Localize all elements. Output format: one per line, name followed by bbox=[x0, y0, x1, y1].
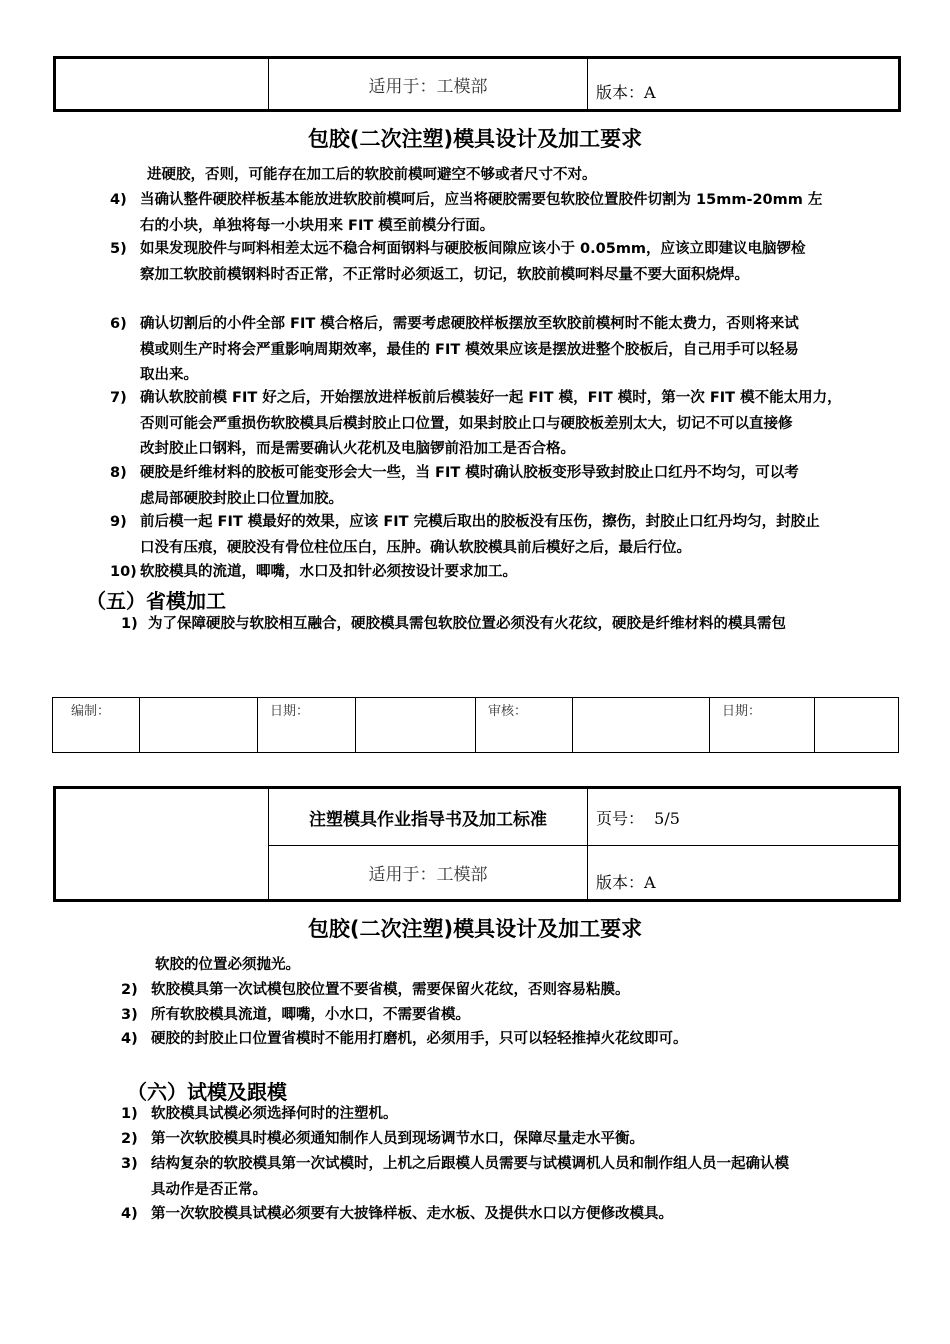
page1-item-line: 前后模一起 FIT 模最好的效果，应该 FIT 完模后取出的胶板没有压伤，擦伤，封胶止口红丹均匀，封胶止 bbox=[140, 514, 820, 530]
page1-item-number: 6) bbox=[110, 316, 127, 332]
sig-edit-label: 编制： bbox=[53, 698, 140, 753]
page2-continuation: 软胶的位置必须抛光。 bbox=[155, 957, 300, 973]
page1-item-text bbox=[140, 386, 842, 463]
page1-item-text bbox=[140, 237, 806, 288]
sig-review-label: 审核： bbox=[476, 698, 573, 753]
page2-sec6-item-number: 1) bbox=[121, 1106, 138, 1122]
page2-sec6-item-number: 4) bbox=[121, 1206, 138, 1222]
page2-applies-to: 适用于：工模部 bbox=[269, 846, 588, 901]
page2-section6-heading: （六）试模及跟模 bbox=[127, 1080, 287, 1104]
page2-sec6-item-text bbox=[151, 1102, 398, 1128]
page2-sec6-item-line: 第一次软胶模具时模必须通知制作人员到现场调节水口，保障尽量走水平衡。 bbox=[151, 1131, 644, 1147]
page1-item-text bbox=[140, 312, 799, 389]
page2-item-number: 4) bbox=[121, 1031, 138, 1047]
page2-sec6-item-number: 3) bbox=[121, 1156, 138, 1172]
signature-table bbox=[52, 697, 899, 753]
page1-item-number: 5) bbox=[110, 241, 127, 257]
page2-sec6-item-line: 第一次软胶模具试模必须要有大披锋样板、走水板、及提供水口以方便修改模具。 bbox=[151, 1206, 673, 1222]
page2-item-line: 软胶模具第一次试模包胶位置不要省模，需要保留火花纹，否则容易粘膜。 bbox=[151, 982, 630, 998]
sig-date2-value bbox=[815, 698, 899, 753]
page1-item-number: 7) bbox=[110, 390, 127, 406]
page2-sec6-item-text bbox=[151, 1152, 789, 1203]
page2-sec6-item-line: 具动作是否正常。 bbox=[151, 1181, 267, 1198]
page2-item-text bbox=[151, 1027, 688, 1053]
sig-review-value bbox=[573, 698, 710, 753]
sig-date1-label: 日期： bbox=[258, 698, 356, 753]
page1-item-line: 如果发现胶件与呵料相差太远不稳合柯面钢料与硬胶板间隙应该小于 0.05mm，应该立即建议电脑锣检 bbox=[140, 241, 806, 257]
page1-item-line: 右的小块，单独将每一小块用来 FIT 模至前模分行面。 bbox=[140, 217, 495, 234]
page2-sec6-item-line: 软胶模具试模必须选择何时的注塑机。 bbox=[151, 1106, 398, 1122]
page2-item-line: 所有软胶模具流道，唧嘴，小水口，不需要省模。 bbox=[151, 1007, 470, 1023]
page2-item-number: 3) bbox=[121, 1007, 138, 1023]
page1-item-number: 4) bbox=[110, 192, 127, 208]
page2-sec6-item-text bbox=[151, 1127, 644, 1153]
page1-applies-to: 适用于：工模部 bbox=[269, 58, 588, 111]
page2-version-cell bbox=[588, 846, 900, 901]
page1-item-line: 当确认整件硬胶样板基本能放进软胶前模呵后，应当将硬胶需要包软胶位置胶件切割为 15mm-20mm 左 bbox=[140, 192, 823, 208]
page1-item-text bbox=[140, 461, 799, 512]
page2-item-text bbox=[151, 1003, 470, 1029]
page1-sec5-item-text bbox=[148, 612, 786, 638]
page2-version: 版本：A bbox=[596, 873, 656, 892]
page1-item-text bbox=[140, 510, 820, 561]
page1-item-text bbox=[140, 560, 517, 586]
page2-doc-name: 注塑模具作业指导书及加工标准 bbox=[269, 788, 588, 846]
page1-item-number: 9) bbox=[110, 514, 127, 530]
page1-item-line: 改封胶止口钢料，而是需要确认火花机及电脑锣前沿加工是否合格。 bbox=[140, 441, 575, 457]
page2-item-number: 2) bbox=[121, 982, 138, 998]
page1-item-line: 硬胶是纤维材料的胶板可能变形会大一些，当 FIT 模时确认胶板变形导致封胶止口红丹不均匀，可以考 bbox=[140, 465, 799, 481]
page1-item-line: 察加工软胶前模钢料时否正常，不正常时必须返工，切记，软胶前模呵料尽量不要大面积烧焊。 bbox=[140, 266, 749, 283]
page1-version-cell bbox=[588, 58, 900, 111]
page1-item-line: 虑局部硬胶封胶止口位置加胶。 bbox=[140, 490, 343, 507]
page1-item-number: 8) bbox=[110, 465, 127, 481]
page2-header-table bbox=[53, 786, 901, 902]
page1-item-line: 口没有压痕，硬胶没有骨位柱位压白，压肿。确认软胶模具前后模好之后，最后行位。 bbox=[140, 539, 691, 556]
page2-logo-cell bbox=[55, 788, 269, 901]
page1-item-line: 软胶模具的流道，唧嘴，水口及扣针必须按设计要求加工。 bbox=[140, 564, 517, 580]
page1-item-line: 否则可能会严重损伤软胶模具后模封胶止口位置，如果封胶止口与硬胶板差别太大，切记不可以直接修 bbox=[140, 415, 793, 432]
page1-section5-heading: （五）省模加工 bbox=[86, 589, 226, 613]
page2-item-line: 硬胶的封胶止口位置省模时不能用打磨机，必须用手，只可以轻轻推掉火花纹即可。 bbox=[151, 1031, 688, 1047]
page1-sec5-item-number: 1) bbox=[121, 616, 138, 632]
page1-logo-cell bbox=[55, 58, 269, 111]
sig-date1-value bbox=[356, 698, 476, 753]
page1-item-line: 取出来。 bbox=[140, 367, 198, 383]
page1-continuation: 进硬胶，否则，可能存在加工后的软胶前模呵避空不够或者尺寸不对。 bbox=[147, 167, 597, 183]
page2-sec6-item-text bbox=[151, 1202, 673, 1228]
page2-sec6-item-line: 结构复杂的软胶模具第一次试模时，上机之后跟模人员需要与试模调机人员和制作组人员一起确认模 bbox=[151, 1156, 789, 1172]
page2-page-no: 页号： 5/5 bbox=[588, 788, 900, 846]
page2-item-text bbox=[151, 978, 630, 1004]
page1-header-table bbox=[53, 56, 901, 112]
sig-edit-value bbox=[140, 698, 258, 753]
page1-item-text bbox=[140, 188, 822, 239]
page1-item-line: 确认切割后的小件全部 FIT 模合格后，需要考虑硬胶样板摆放至软胶前模柯时不能太费力，否则将来试 bbox=[140, 316, 799, 332]
page1-item-line: 确认软胶前模 FIT 好之后，开始摆放进样板前后模装好一起 FIT 模，FIT 模时，第一次 FIT 模不能太用力， bbox=[140, 390, 842, 406]
page1-item-line: 模或则生产时将会严重影响周期效率，最佳的 FIT 模效果应该是摆放进整个胶板后，自己用手可以轻易 bbox=[140, 341, 799, 358]
page2-title: 包胶(二次注塑)模具设计及加工要求 bbox=[307, 917, 643, 941]
page1-version: 版本：A bbox=[596, 83, 656, 102]
page2-sec6-item-number: 2) bbox=[121, 1131, 138, 1147]
page1-sec5-item-line: 为了保障硬胶与软胶相互融合，硬胶模具需包软胶位置必须没有火花纹，硬胶是纤维材料的模具需包 bbox=[148, 616, 786, 632]
page1-title: 包胶(二次注塑)模具设计及加工要求 bbox=[307, 127, 643, 151]
sig-date2-label: 日期： bbox=[710, 698, 815, 753]
page1-item-number: 10) bbox=[110, 564, 137, 580]
